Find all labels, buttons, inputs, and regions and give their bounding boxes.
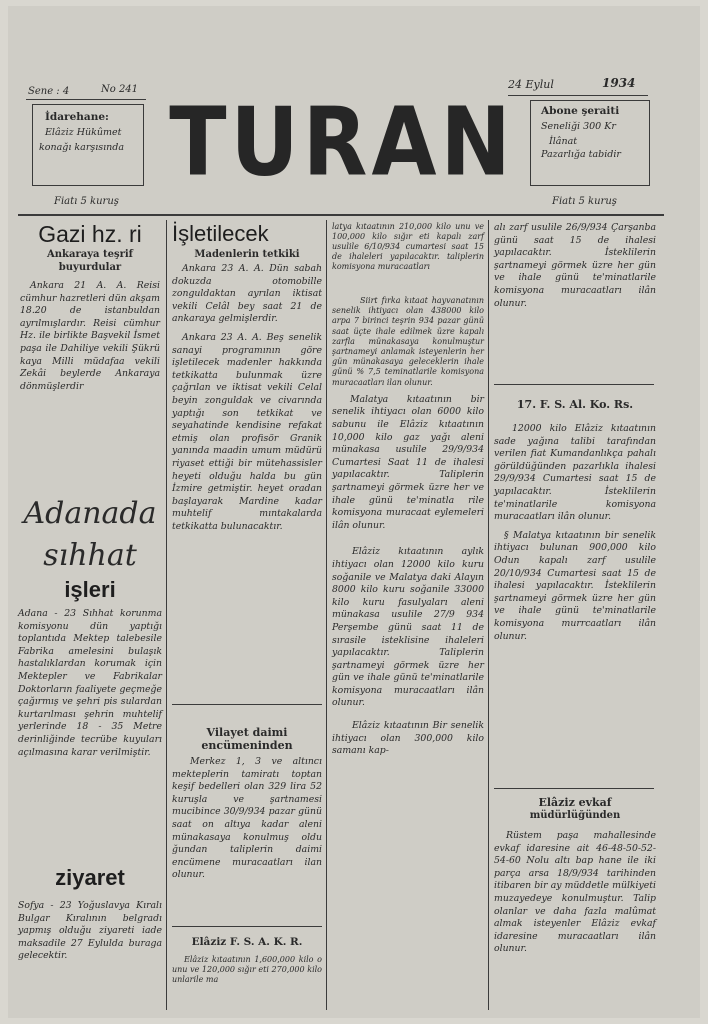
fsalk-body2: § Malatya kıtaatının bir senelik ihtiyacı bulunan 900,000 kilo Odun kapalı zarf usulile 20/10/934 Cumartesi saat 15 de ihalesi yapılacaktır. İsteklilerin şartnameyi görmek üzre her gün ve ihale günü te'minatlarile komisyona murrcaatları ilân olunur. — [494, 529, 656, 642]
isletilecek-subtitle: Madenlerin tetkiki — [194, 249, 300, 260]
price-right: Fiatı 5 kuruş — [552, 196, 617, 207]
volume-label: Sene : 4 — [28, 86, 70, 97]
article-evkaf — [494, 796, 656, 956]
evkaf-title2: müdürlüğünden — [529, 810, 621, 821]
article-vilayet — [172, 726, 322, 882]
fsakr-body: Elâziz kıtaatının 1,600,000 kilo o unu ve 120,000 sığır eti 270,000 kilo unlarile ma — [172, 955, 322, 984]
subscription-line2: İlânat — [549, 136, 578, 147]
adana-title3: işleri — [64, 577, 116, 602]
isletilecek-title: İşletilecek — [172, 221, 269, 246]
article-gazi — [20, 222, 160, 393]
subscription-title: Abone şeraiti — [541, 105, 620, 117]
admin-box — [32, 104, 144, 186]
newspaper-title: TURAN — [169, 87, 515, 197]
admin-title: İdarehane: — [45, 111, 109, 123]
isletilecek-body1: Ankara 23 A. A. Dün sabah dokuzda otomobille zonguldaktan ayrılan iktisat vekili Celâl bey saat 21 de ankaraya gelmişlerdir. — [172, 263, 322, 325]
subscription-box — [530, 100, 650, 186]
rule-col4-b — [494, 788, 654, 789]
article-isletilecek — [172, 222, 322, 533]
article-adana — [18, 494, 162, 759]
adana-title1: Adanada — [23, 496, 157, 531]
col3d-body: Elâziz kıtaatının aylık ihtiyacı olan 12000 kilo kuru soğanile ve Malatya daki Alayın 8000 kilo kuru soğanile 33000 kilo kuru fasulyaları aleni münakasa usulile 27/9 934 Perşembe günü saat 11 de sırasile isteklisine ihaleleri yapılacaktır. Taliplerin şartnameyi görmek üzre her gün ve ihale günü te'minatlarile komisyona muracaatları ilân olunur. — [332, 546, 484, 709]
admin-line1: Elâziz Hükûmet — [45, 127, 122, 138]
evkaf-title1: Elâziz evkaf — [538, 796, 612, 809]
article-ziyaret — [18, 866, 162, 963]
article-col3 — [332, 222, 484, 758]
evkaf-body: Rüstem paşa mahallesinde evkaf idaresine ait 46-48-50-52-54-60 Nolu altı bap hane ile iki parça arsa 18/9/934 tarihinden itibaren bir ay müddetle mülkiyeti muzayedeye konulmuştur. Talip olanlar ve daha fazla malûmat almak isteyenler Elâziz evkaf idaresine muracaatları ilân olunur. — [494, 830, 656, 955]
fsalk-title: 17. F. S. Al. Ko. Rs. — [516, 398, 634, 411]
gazi-subtitle2: buyurdular — [58, 262, 122, 273]
col3e-body: Elâziz kıtaatının Bir senelik ihtiyacı olan 300,000 kilo samanı kap- — [332, 720, 484, 757]
adana-title2: sıhhat — [43, 538, 137, 573]
vilayet-body: Merkez 1, 3 ve altıncı mekteplerin tamiratı toptan keşif bedelleri olan 329 lira 52 kuruşla ve şartnamesi mucibince 30/9/934 pazar günü saat on altıya kadar aleni münakasaya konulmuş oldu ğundan taliplerin daimi encümene muracaatları ilan olunur. — [172, 756, 322, 881]
gazi-title: Gazi hz. ri — [38, 221, 142, 247]
masthead-bottom-rule — [18, 214, 664, 216]
adana-body: Adana - 23 Sıhhat korunma komisyonu dün yaptığı toplantıda Mektep talebesile Fabrika amelesini bulaşık hastalıklardan korumak için Mektepler ve Fabrikalar Doktorların faaliyete geçmeğe çağırmış ve şehri pis sulardan kurtarılması şehrin muhtelif yerlerinde 18 - 35 Metre derinliğinde tecrübe kuyuları açılmasına karar verilmiştir. — [18, 608, 162, 758]
vilayet-title1: Vilayet daimi — [206, 726, 288, 739]
rule-col4-a — [494, 384, 654, 385]
col4a-body: alı zarf usulile 26/9/934 Çarşanba günü saat 15 de ihalesi yapılacaktır. İsteklilerin şartnameyi görmek üzre her gün ve ihale günü te'minatlarile komisyona muracaatları ilân olunur. — [494, 222, 656, 309]
gazi-subtitle1: Ankaraya teşrif — [47, 249, 133, 260]
gazi-body: Ankara 21 A. A. Reisi cümhur hazretleri dün akşam 18.20 de istanbuldan ayrılmışlardır. Reisi cümhur Hz. ile birlikte Başvekil İsmet paşa ile Dahiliye vekili Şükrü kaya Milli müdafaa vekili Zekâi beylerde Ankaraya dönmüşlerdir — [20, 280, 160, 392]
article-fsalk — [494, 398, 656, 643]
column-rule-1 — [166, 220, 167, 1010]
admin-line2: konağı karşısında — [39, 142, 125, 153]
newspaper-page — [8, 6, 700, 1018]
masthead-rule-right — [508, 95, 648, 96]
column-rule-3 — [488, 220, 489, 1010]
column-rule-2 — [326, 220, 327, 1010]
date-day: 24 Eylul — [508, 78, 554, 91]
fsakr-title: Elâziz F. S. A. K. R. — [191, 936, 303, 948]
isletilecek-body2: Ankara 23 A. A. Beş senelik sanayi programının göre işletilecek madenler hakkında tetkikatta bulunmak üzre çağrılan ve iktisat vekili Celal beyin zonguldak ve civarında yaptığı son tetkikat ve seyahatinde kendisine refakat etmiş olan profisör Granik yanında maadin umum müdürü riyaset ettiği bir mütehassisler heyeti olduğu halda bu gün İzmire getmiştir. heyet oradan başlayarak Mardine kadar muhtelif mıntakalarda tetkikatta bulunacaktır. — [172, 331, 322, 532]
subscription-line1: Seneliği 300 Kr — [541, 121, 616, 132]
col3c-body: Malatya kıtaatının bir senelik ihtiyacı olan 6000 kilo sabunu ile Elâziz kıtaatının 10,000 kilo gaz yağı aleni münakasa usulile 29/9/934 Cumartesi Saat 11 de ihalesi yapılacaktır. Taliplerin şartnameyi görmek üzre her ve ihale günü te'minatla rile komisyona muracaat eylemeleri ilân olunur. — [332, 393, 484, 531]
col3b-body: Siirt fırka kıtaat hayvanatının senelik ihtiyacı olan 438000 kilo arpa 7 birinci teşrin 934 pazar günü saat üçte ihale edilmek üzre kapalı zarfla münakasaya konulmuştur şartnameyi anlamak isteyenlerin her gün münakasaya geleceklerin ihale günü % 7,5 teminatlarile komisyona muracaatları ilan olunur. — [332, 296, 484, 387]
article-fsakr — [172, 936, 322, 985]
subscription-line3: Pazarlığa tabidir — [541, 149, 621, 160]
issue-number: No 241 — [101, 84, 139, 95]
fsalk-body1: 12000 kilo Elâziz kıtaatının sade yağına talibi tarafından verilen fiat Kumandanlıkça pahalı görüldüğünden pazarlıkla ihalesi 29/9/934 Cumartesi saat 15 de yapılacaktır. İsteklilerin te'minatlarile komisyona muracaatları ilân olunur. — [494, 423, 656, 523]
ziyaret-title: ziyaret — [55, 865, 125, 890]
ziyaret-body: Sofya - 23 Yoğuslavya Kıralı Bulgar Kıralının belgradı yapmış olduğu ziyareti iade maksadile 27 Eylulda buraga gelecektir. — [18, 900, 162, 962]
date-year: 1934 — [602, 76, 636, 90]
vilayet-title2: encümeninden — [201, 739, 293, 752]
rule-col2-b — [172, 926, 322, 927]
masthead-rule-left — [26, 99, 146, 100]
col3a-body: latya kıtaatının 210,000 kilo unu ve 100,000 kilo sığır eti kapalı zarf usulile 6/10/934 cumartesi saat 15 de ihaleleri yapılacaktır. taliplerin komisyona muracaatları — [332, 222, 484, 271]
article-col4 — [494, 222, 656, 310]
rule-col2-a — [172, 704, 322, 705]
price-left: Fiatı 5 kuruş — [54, 196, 119, 207]
